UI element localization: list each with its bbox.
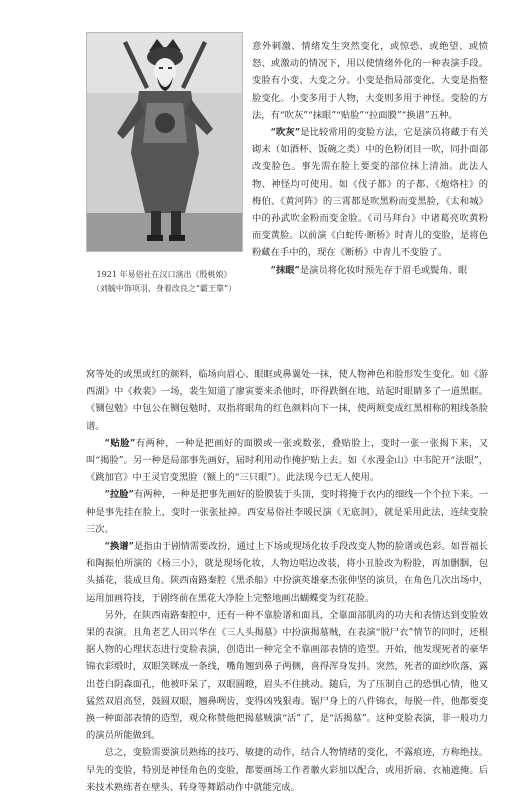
term-lalian: “拉脸” [104,489,134,501]
paragraph-chuihui [252,124,488,262]
right-column [252,38,488,279]
paragraph-summary: 总之，变脸需要演员熟练的技巧、敏捷的动作，结合人物情绪的变化，不露痕迹，方称绝技。早先的变脸，特别是神怪角色的变脸，都要画场工作者徽火彩加以配合，或用折扇、衣袖遮掩。后来技术熟练者在壁头、转身等舞蹈动作中就能完成。 [86,747,488,793]
paragraph-lalian [86,486,488,538]
opera-performer-image [87,33,242,251]
chuihui-text: 是比较常用的变脸方法，它是演员将藏于有关砌末（如酒杯、饭碗之类）中的色粉闭目一吹，同扑面部改变脸色。事先需在脸上要变的部位抹上清油。此法人物、神怪均可使用。如《伐子都》的子都、《炮烙柱》的梅伯、《黄河阵》的三霄都是吹黑粉而变黑脸，《太和城》中的孙武吹金粉而变金脸。《司马拜台》中诸葛亮吹黄粉而变黄脸。以前演《白蛇传·断桥》时青儿的变脸，是将色粉藏在手中的，现在《断桥》中青儿不变脸了。 [252,127,488,259]
caption-line-1: 1921 年易俗社在汉口演出《殷桃娘》 [96,270,232,279]
paragraph-moyan-continued: 窝等处的或黑或红的颜料，临场向眉心、眼眶或鼻翼处一抹，使人物神色和脸形发生变化。如《游西湖》中《救裴》一场，裴生知道了廖寅要来杀他时，吓得跌倒在地，站起时眼睛多了一道黑眶。《铡包勉》中包公在铡包勉时，双指将眼角的红色颜料向下一抹，使两颊变成红黑相称的粗线条脸谱。 [86,369,488,432]
term-huanpu: “换谱” [104,541,134,553]
paragraph-moyan-lead [252,262,488,279]
lalian-text: 有两种，一种是把事先画好的脸膜装于头顶，变时将掩于衣内的细线一个个拉下来。一种是事先挂在脸上，变时一张张扯掉。西安易俗社李暖民演《无底洞》，就是采用此法，连续变脸三次。 [86,489,488,535]
huanpu-text: 是指由于剧情需要改扮，通过上下场或现场化妆手段改变人物的脸谱或色彩。如晋福长和陶振伯所演的《杨三小》，就是现场化妆，人物边唱边改装，将小丑脸改为粉脸，再加删胭，包头插花，装成旦角。陕西南路秦腔《黑杀船》中扮演英雄豪杰张伸坚的演员，在角色几次出场中，运用加画符技，于剧终前在黑花大净脸上完整地画出蝴蝶变为红花脸。 [86,541,488,604]
term-moyan: “抹眼” [270,264,300,276]
caption-line-2: （刘毓中饰项羽，身着改良之“霸王靠”） [91,284,237,293]
historical-photo [86,32,243,252]
moyan-text-lead: 是演员将化妆时预先存于眉毛或鬓角、眼 [299,264,468,276]
paragraph-shaanxi-face-change: 另外，在陕西南路秦腔中，还有一种不靠脸谱和面具，全靠面部肌肉的功夫和表情达到变脸效果的表演。且角老艺人田兴华在《三人头揭墓》中扮演揭墓贼，在表演“脱尸衣”情节的同时，还根据人物的心理状态进行变脸表演，创造出一种完全不靠画部表情的造型。开始，他发现死者的豪华锦衣彩缎时，双眼笑眯成一条线，嘴角翘到鼻子两侧，喜得浑身发抖。突然，死者的面纱吹落，露出苍白阴森面孔，他被吓呆了，双眼圆瞪，眉头不住挑动。随后，为了压制自己的恐惧心情，他又猛然双眉高竖，鼓圆双眼，翘鼻咧齿，变得凶残狠毒。锯尸身上的八件锦衣，每脱一件，他都要变换一种面部表情的造型，观众称赞他把揭墓贼演“活”了，是“活揭墓”。这种变脸表演，非一般功力的演员所能做到。 [86,609,488,742]
paragraph-huanpu [86,538,488,607]
term-chuihui: “吹灰” [270,127,301,139]
figure-caption [78,268,250,296]
full-width-text [86,366,488,796]
term-tielian: “贴脸” [104,437,136,449]
tielian-text: 有两种，一种是把画好的面膜或一张或数张，叠贴脸上，变时一张一张揭下来，又叫“揭脸”。另一种是局部事先画好，届时利用动作掩护贴上去。如《水漫金山》中韦陀开“法眼”，《跳加官》中王灵官变黑脸（额上的“三只眼”）。此法现今已无人使用。 [86,437,488,484]
paragraph-tielian [86,435,488,487]
paragraph-bianlian-intro: 意外刺激、情绪发生突然变化，或惊恐、或绝望、或愤怒、或激动的情况下，用以使情绪外化的一种表演手段。变脸有小变、大变之分。小变是指局部变化，大变是指整脸变化。小变多用于人物，大变则多用于神怪。变脸的方法，有“吹灰”“抹眼”“贴脸”“拉面膜”“换谱”五种。 [252,41,488,121]
